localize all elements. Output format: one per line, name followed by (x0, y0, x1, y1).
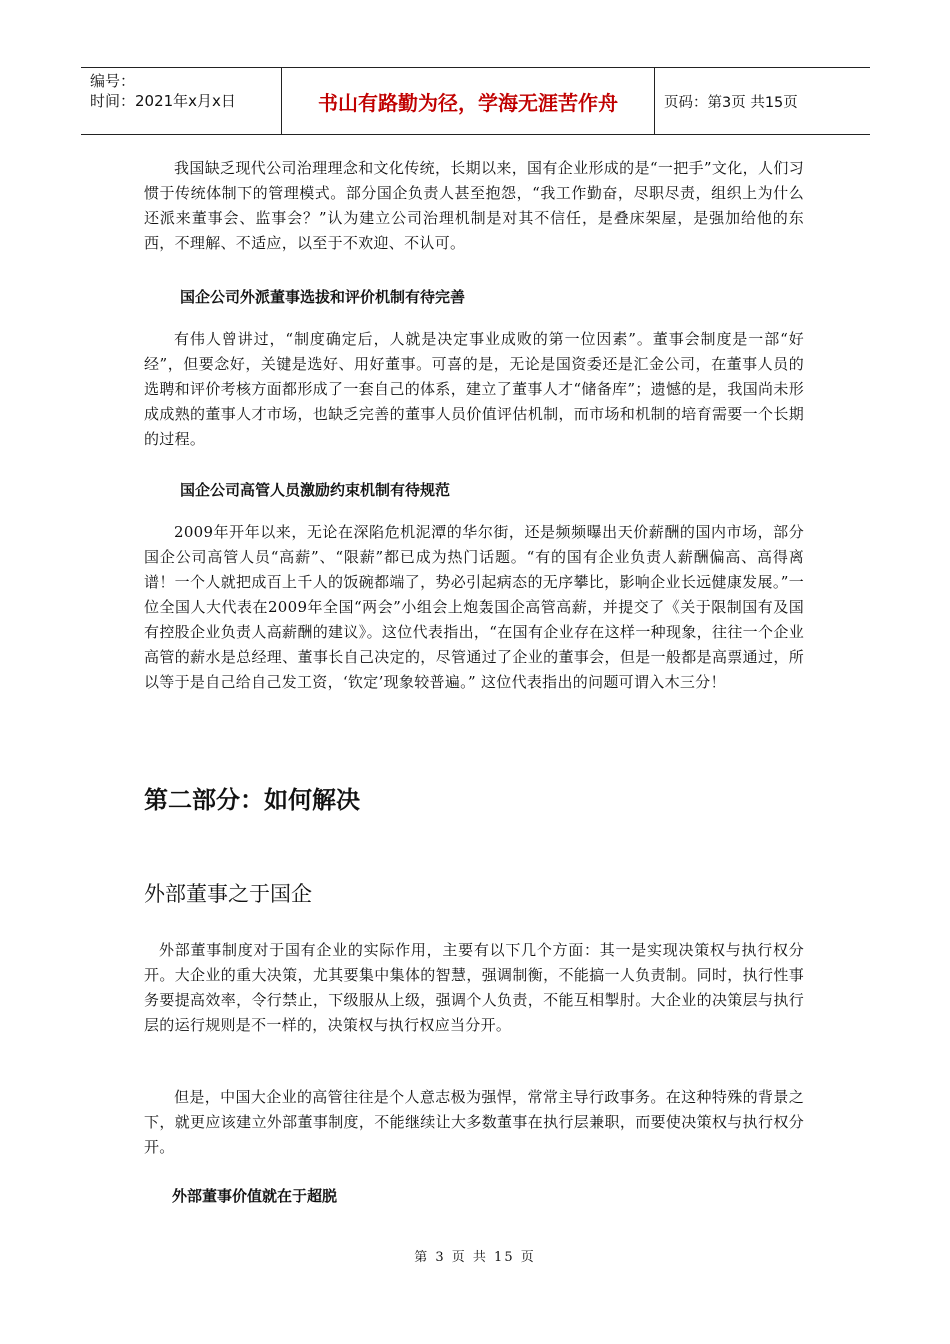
paragraph-5: 但是，中国大企业的高管往往是个人意志极为强悍，常常主导行政事务。在这种特殊的背景之下，就更应该建立外部董事制度，不能继续让大多数董事在执行层兼职，而要使决策权与执行权分开。 (144, 1088, 804, 1156)
document-date-label: 时间：2021年x月x日 (90, 92, 236, 110)
part-heading: 第二部分：如何解决 (144, 786, 360, 814)
page-header (81, 67, 870, 135)
paragraph-4: 外部董事制度对于国有企业的实际作用，主要有以下几个方面：其一是实现决策权与执行权分开。大企业的重大决策，尤其要集中集体的智慧，强调制衡，不能搞一人负责制。同时，执行性事务要提高效率，令行禁止，下级服从上级，强调个人负责，不能互相掣肘。大企业的决策层与执行层的运行规则是不一样的，决策权与执行权应当分开。 (144, 941, 804, 1034)
paragraph-2-block (144, 327, 804, 452)
paragraph-1: 我国缺乏现代公司治理理念和文化传统，长期以来，国有企业形成的是“一把手”文化，人们习惯于传统体制下的管理模式。部分国企负责人甚至抱怨，“我工作勤奋，尽职尽责，组织上为什么还派来董事会、监事会？”认为建立公司治理机制是对其不信任，是叠床架屋，是强加给他的东西，不理解、不适应，以至于不欢迎、不认可。 (144, 159, 804, 252)
page-footer: 第 3 页 共 15 页 (414, 1250, 536, 1265)
paragraph-3: 2009年开年以来，无论在深陷危机泥潭的华尔街，还是频频曝出天价薪酬的国内市场，部分国企公司高管人员“高薪”、“限薪”都已成为热门话题。“有的国有企业负责人薪酬偏高、高得离谱！一个人就把成百上千人的饭碗都端了，势必引起病态的无序攀比，影响企业长远健康发展。”一位全国人大代表在2009年全国“两会”小组会上炮轰国企高管高薪，并提交了《关于限制国有及国有控股企业负责人高薪酬的建议》。这位代表指出，“在国有企业存在这样一种现象，往往一个企业高管的薪水是总经理、董事长自己决定的，尽管通过了企业的董事会，但是一般都是高票通过，所以等于是自己给自己发工资，‘钦定’现象较普遍。” 这位代表指出的问题可谓入木三分！ (144, 523, 804, 691)
paragraph-4-block (144, 938, 804, 1038)
paragraph-3-block (144, 520, 804, 695)
document-number-label: 编号： (90, 72, 136, 90)
header-motto: 书山有路勤为径，学海无涯苦作舟 (282, 68, 655, 134)
section-subheading-1: 国企公司外派董事选拔和评价机制有待完善 (180, 288, 466, 306)
header-meta (81, 68, 282, 134)
paragraph-5-block (144, 1085, 804, 1160)
paragraph-1-block (144, 156, 804, 256)
section-subheading-3: 外部董事价值就在于超脱 (172, 1187, 338, 1205)
header-page-info: 页码：第3页 共15页 (664, 94, 798, 111)
section-heading: 外部董事之于国企 (144, 882, 312, 906)
paragraph-2: 有伟人曾讲过，“制度确定后，人就是决定事业成败的第一位因素”。董事会制度是一部“好经”，但要念好，关键是选好、用好董事。可喜的是，无论是国资委还是汇金公司，在董事人员的选聘和评价考核方面都形成了一套自己的体系，建立了董事人才“储备库”；遗憾的是，我国尚未形成成熟的董事人才市场，也缺乏完善的董事人员价值评估机制，而市场和机制的培育需要一个长期的过程。 (144, 330, 804, 448)
section-subheading-2: 国企公司高管人员激励约束机制有待规范 (180, 481, 451, 499)
